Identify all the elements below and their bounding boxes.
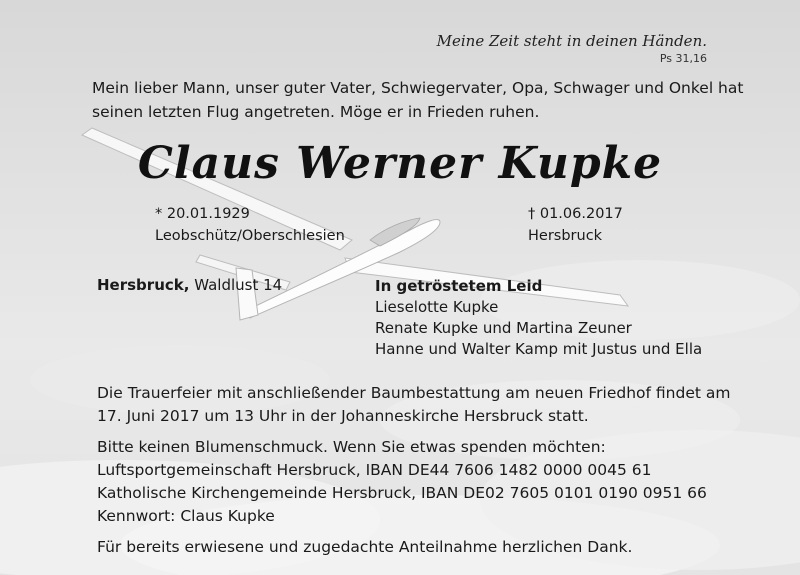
bible-quote: Meine Zeit steht in deinen Händen. — [436, 32, 707, 50]
notice-body — [97, 382, 730, 559]
deceased-name: Claus Werner Kupke — [137, 138, 663, 189]
donation-line: Bitte keinen Blumenschmuck. Wenn Sie etwas spenden möchten: — [97, 438, 606, 456]
service-line: 17. Juni 2017 um 13 Uhr in der Johanneskirche Hersbruck statt. — [97, 407, 589, 425]
service-line: Die Trauerfeier mit anschließender Baumbestattung am neuen Friedhof findet am — [97, 384, 731, 402]
intro-line: seinen letzten Flug angetreten. Möge er in Frieden ruhen. — [92, 103, 540, 121]
donation-line: Katholische Kirchengemeinde Hersbruck, IBAN DE02 7605 0101 0190 0951 66 — [97, 484, 707, 502]
donation-line: Kennwort: Claus Kupke — [97, 507, 275, 525]
intro-text — [92, 76, 743, 124]
family-address — [97, 276, 282, 294]
death-place: Hersbruck — [528, 228, 603, 244]
mourners-heading: In getröstetem Leid — [375, 277, 543, 295]
mourners-block — [375, 276, 702, 360]
bible-reference: Ps 31,16 — [659, 52, 707, 65]
mourner-name: Hanne und Walter Kamp mit Justus und Ella — [375, 340, 703, 358]
thanks-line: Für bereits erwiesene und zugedachte Anteilnahme herzlichen Dank. — [97, 538, 633, 556]
address-street: Waldlust 14 — [194, 276, 283, 294]
mourner-name: Lieselotte Kupke — [375, 298, 499, 316]
address-city: Hersbruck, — [97, 276, 190, 294]
death-info — [528, 203, 623, 247]
death-date: † 01.06.2017 — [528, 206, 623, 222]
mourner-name: Renate Kupke und Martina Zeuner — [375, 319, 632, 337]
birth-date: * 20.01.1929 — [155, 206, 250, 222]
donation-line: Luftsportgemeinschaft Hersbruck, IBAN DE44 7606 1482 0000 0045 61 — [97, 461, 652, 479]
birth-info — [155, 203, 345, 247]
birth-place: Leobschütz/Oberschlesien — [155, 228, 345, 244]
intro-line: Mein lieber Mann, unser guter Vater, Schwiegervater, Opa, Schwager und Onkel hat — [92, 79, 744, 97]
